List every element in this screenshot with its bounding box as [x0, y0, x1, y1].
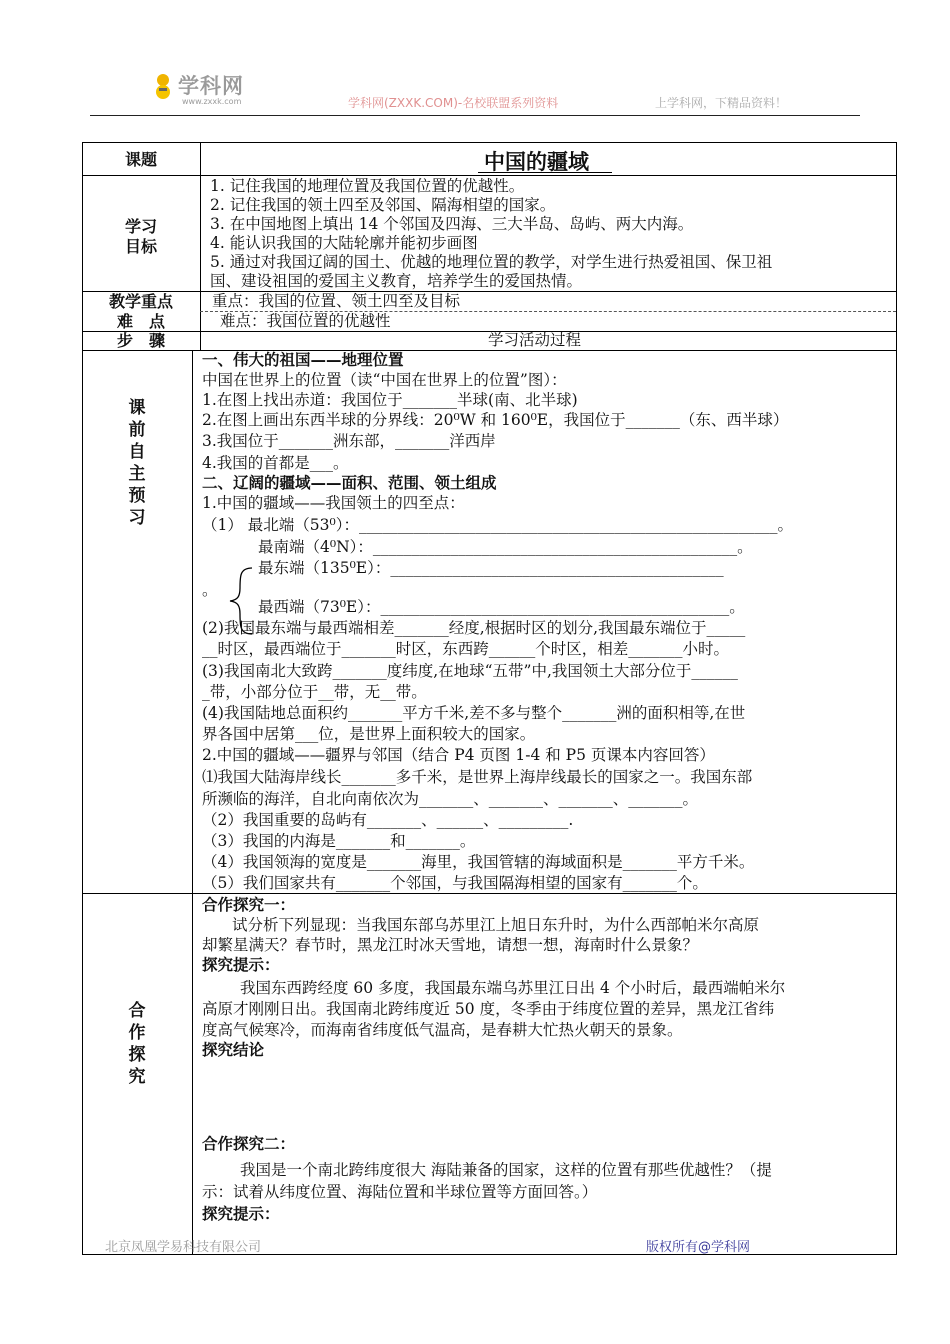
- borders-title: 2.中国的疆域——疆界与邻国（结合 P4 页图 1-4 和 P5 页课本内容回答）: [202, 746, 715, 764]
- preview-char: 主: [128, 464, 146, 484]
- westmost-point: 最西端（73⁰E）：_____________________________________________。: [258, 598, 745, 616]
- key-point: 重点：我国的位置、领土四至及目标: [212, 292, 461, 310]
- header-divider: [90, 115, 860, 116]
- coop-char: 探: [128, 1045, 146, 1065]
- period-mark: 。: [202, 581, 218, 599]
- process-label: 学习活动过程: [488, 331, 582, 349]
- hint1-line2: 高原才刚刚日出。我国南北跨纬度近 50 度，冬季由于纬度位置的差异，黑龙江省纬: [202, 1000, 775, 1018]
- section2-title: 二、辽阔的疆域——面积、范围、领土组成: [202, 474, 497, 492]
- borders-q2: （2）我国重要的岛屿有_______、______、_________.: [202, 811, 574, 829]
- borders-q1-line1: ⑴我国大陆海岸线长_______多千米，是世界上海岸线最长的国家之一。我国东部: [202, 768, 753, 786]
- coop1-question-line1: 试分析下列显现：当我国东部乌苏里江上旭日东升时，为什么西部帕米尔高原: [232, 916, 760, 934]
- point-3-line1: (3)我国南北大致跨_______度纬度,在地球“五带”中,我国领土大部分位于______: [202, 662, 738, 680]
- logo-url: www.zxxk.com: [182, 97, 242, 106]
- table-border-right: [896, 142, 897, 1255]
- goal-item: 3. 在中国地图上填出 14 个邻国及四海、三大半岛、岛屿、两大内海。: [210, 215, 694, 233]
- coop2-question-line2: 示：试着从纬度位置、海陆位置和半球位置等方面回答。）: [202, 1183, 598, 1201]
- borders-q4: （4）我国领海的宽度是_______海里，我国管辖的海域面积是_______平方千米。: [202, 853, 755, 871]
- question-4: 4.我国的首都是___。: [202, 454, 349, 472]
- conclusion-title: 探究结论: [202, 1041, 265, 1059]
- question-1: 1.在图上找出赤道：我国位于_______半球(南、北半球): [202, 391, 578, 409]
- coop1-title: 合作探究一：: [202, 896, 296, 914]
- coop2-title: 合作探究二：: [202, 1135, 296, 1153]
- coop-char: 合: [128, 1001, 146, 1021]
- goal-item: 5. 通过对我国辽阔的国土、优越的地理位置的教学，对学生进行热爱祖国、保卫祖: [210, 253, 773, 271]
- point-2-line1: (2)我国最东端与最西端相差_______经度,根据时区的划分,我国最东端位于_____: [202, 619, 746, 637]
- coop-char: 作: [128, 1023, 146, 1043]
- site-logo[interactable]: [150, 70, 260, 110]
- northmost-point: （1） 最北端（53⁰）：______________________________________________________。: [202, 516, 793, 534]
- logo-text: 学科网: [178, 74, 244, 98]
- preview-char: 自: [128, 442, 146, 462]
- point-3-line2: _带，小部分位于__带，无__带。: [202, 683, 427, 701]
- hint2-title: 探究提示：: [202, 1205, 280, 1223]
- preview-char: 习: [128, 508, 146, 528]
- goal-item: 2. 记住我国的领土四至及邻国、隔海相望的国家。: [210, 196, 556, 214]
- question-2: 2.在图上画出东西半球的分界线：20⁰W 和 160⁰E，我国位于_______（东、西半球）: [202, 411, 789, 429]
- hint1-line3: 度高气候寒冷，而海南省纬度低气温高，是春耕大忙热火朝天的景象。: [202, 1021, 683, 1039]
- coop2-question-line1: 我国是一个南北跨纬度很大 海陆兼备的国家，这样的位置有那些优越性？（提: [240, 1161, 772, 1179]
- lesson-title: 中国的疆域: [484, 150, 589, 174]
- footer-copyright[interactable]: 版权所有@学科网: [646, 1240, 751, 1255]
- section2-intro: 1.中国的疆域——我国领土的四至点：: [202, 494, 465, 512]
- key-label-line2: 难 点: [116, 312, 165, 331]
- goal-item: 1. 记住我国的地理位置及我国位置的优越性。: [210, 177, 525, 195]
- goals-label-line1: 学习: [124, 217, 157, 236]
- point-4-line1: (4)我国陆地总面积约_______平方千米,差不多与整个_______洲的面积相等,在世: [202, 704, 746, 722]
- preview-char: 前: [128, 420, 146, 440]
- key-label-line1: 教学重点: [108, 292, 173, 311]
- col-divider-top: [200, 142, 201, 350]
- goal-item: 4. 能认识我国的大陆轮廓并能初步画图: [210, 234, 478, 252]
- col-divider-bottom: [192, 350, 193, 1255]
- preview-char: 预: [128, 486, 146, 506]
- topic-label: 课题: [124, 150, 157, 169]
- borders-q5: （5）我们国家共有_______个邻国，与我国隔海相望的国家有_______个。: [202, 874, 708, 892]
- southmost-point: 最南端（4⁰N）：_______________________________________________。: [258, 538, 753, 556]
- title-underline: [478, 172, 612, 173]
- preview-char: 课: [128, 398, 146, 418]
- coop-char: 究: [128, 1067, 146, 1087]
- question-3: 3.我国位于_______洲东部，_______洋西岸: [202, 432, 496, 450]
- section1-title: 一、伟大的祖国——地理位置: [202, 351, 404, 369]
- hint1-title: 探究提示：: [202, 956, 280, 974]
- footer-company: 北京凤凰学易科技有限公司: [105, 1240, 262, 1255]
- hint1-line1: 我国东西跨经度 60 多度，我国最东端乌苏里江日出 4 个小时后，最西端帕米尔: [240, 979, 786, 997]
- goals-label-line2: 目标: [124, 237, 157, 256]
- borders-q1-line2: 所濒临的海洋，自北向南依次为_______、_______、_______、_______。: [202, 790, 699, 808]
- coop1-question-line2: 却繁星满天？春节时，黑龙江时冰天雪地，请想一想，海南时什么景象？: [202, 936, 699, 954]
- eastmost-point: 最东端（135⁰E）：___________________________________________: [258, 559, 724, 577]
- steps-label: 步 骤: [116, 331, 165, 350]
- difficult-point: 难点：我国位置的优越性: [220, 312, 391, 330]
- header-right-text[interactable]: 上学科网，下精品资料！: [655, 96, 788, 110]
- row-divider-top: [82, 142, 897, 143]
- logo-mascot-icon: [150, 72, 176, 102]
- goal-item: 国、建设祖国的爱国主义教育，培养学生的爱国热情。: [210, 272, 583, 290]
- point-4-line2: 界各国中居第___位，是世界上面积较大的国家。: [202, 725, 536, 743]
- section1-intro: 中国在世界上的位置（读“中国在世界上的位置”图）：: [202, 371, 567, 389]
- header-center-text[interactable]: 学科网(ZXXK.COM)-名校联盟系列资料: [348, 96, 559, 110]
- page-header: [0, 0, 950, 120]
- borders-q3: （3）我国的内海是_______和_______。: [202, 832, 476, 850]
- point-2-line2: __时区，最西端位于_______时区，东西跨______个时区，相差_______小时。: [202, 640, 730, 658]
